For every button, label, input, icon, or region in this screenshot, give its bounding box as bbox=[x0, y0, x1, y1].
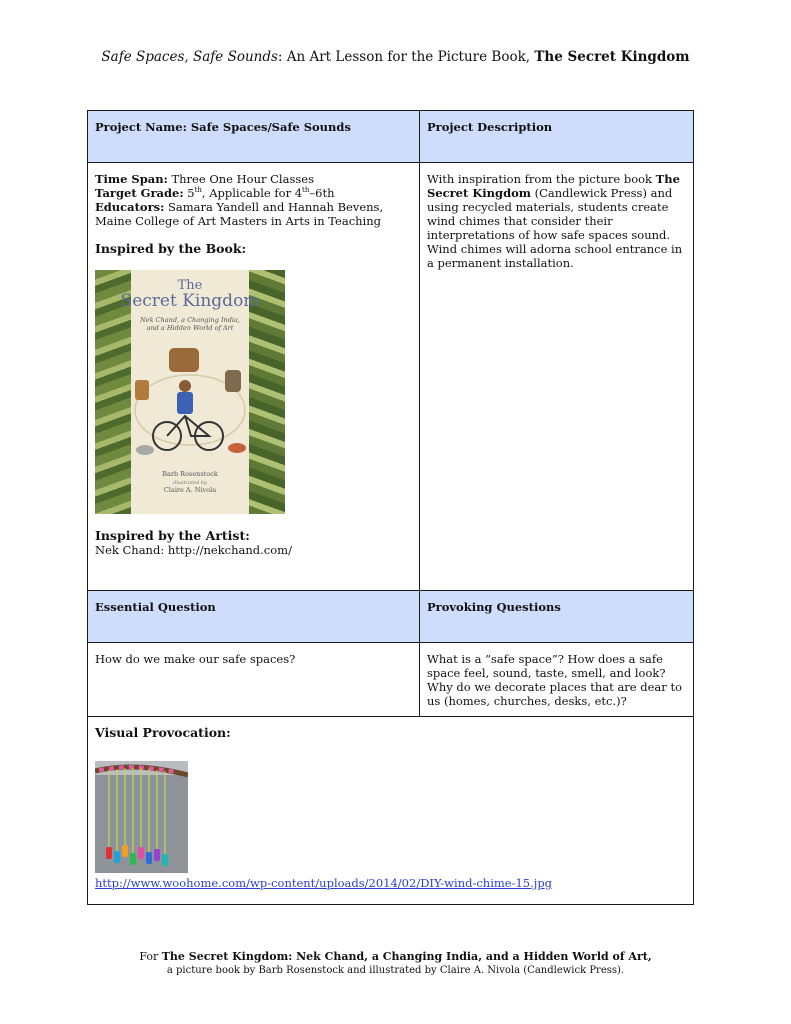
essential-question-header: Essential Question bbox=[88, 591, 420, 643]
project-header-row bbox=[88, 111, 694, 163]
visual-provocation-label: Visual Provocation: bbox=[95, 725, 231, 740]
questions-header-row bbox=[88, 591, 694, 643]
footer-line-2: a picture book by Barb Rosenstock and illustrated by Claire A. Nivola (Candlewick Press). bbox=[166, 965, 625, 976]
wind-chime-illustration bbox=[95, 761, 188, 873]
educators-label: Educators: bbox=[95, 200, 165, 214]
target-grade-label: Target Grade: bbox=[95, 186, 184, 200]
footer-book-title: The Secret Kingdom: Nek Chand, a Changing India, and a Hidden World of Art, bbox=[161, 950, 652, 963]
project-description-header: Project Description bbox=[420, 111, 694, 163]
footer-prefix: For bbox=[139, 950, 162, 963]
inspired-artist-label: Inspired by the Artist: bbox=[95, 528, 250, 543]
cover-author: Barb Rosenstock bbox=[162, 470, 218, 478]
provoking-questions-cell: What is a “safe space”? How does a safe space feel, sound, taste, smell, and look? Why do we decorate places that are dear to us (homes, churches, desks, etc.)? bbox=[420, 643, 694, 717]
footer-line-1 bbox=[0, 950, 791, 963]
wind-chime-image-link[interactable]: http://www.woohome.com/wp-content/uploads/2014/02/DIY-wind-chime-15.jpg bbox=[95, 876, 553, 890]
page-title bbox=[0, 49, 791, 65]
cover-illustrated-by: illustrated by bbox=[173, 480, 207, 486]
wind-chime-photo bbox=[95, 761, 188, 873]
cover-title-the: The bbox=[177, 278, 203, 293]
description-part2: (Candlewick Press) and using recycled materials, students create wind chimes that consider their interpretations of how safe spaces sound. Wind chimes will adorna school entrance in a permanent installation. bbox=[427, 186, 683, 270]
target-grade-sup: th bbox=[194, 186, 202, 195]
title-book-name: The Secret Kingdom bbox=[534, 49, 690, 65]
inspired-book-label: Inspired by the Book: bbox=[95, 241, 247, 256]
educators-line bbox=[95, 200, 412, 228]
inspired-artist-value: Nek Chand: http://nekchand.com/ bbox=[95, 543, 292, 557]
target-grade-line bbox=[95, 186, 412, 200]
target-grade-rest: , Applicable for 4 bbox=[201, 186, 303, 200]
visual-provocation-cell bbox=[88, 717, 694, 905]
educators-value: Samara Yandell and Hannah Bevens, Maine College of Art Masters in Arts in Teaching bbox=[95, 200, 384, 228]
title-lesson-name: Safe Spaces, Safe Sounds bbox=[101, 49, 278, 65]
cover-illustrator: Claire A. Nivola bbox=[163, 486, 217, 494]
title-middle: : An Art Lesson for the Picture Book, bbox=[277, 49, 535, 65]
time-span-label: Time Span: bbox=[95, 172, 168, 186]
questions-body-row bbox=[88, 643, 694, 717]
time-span-line bbox=[95, 172, 412, 186]
essential-question-cell: How do we make our safe spaces? bbox=[88, 643, 420, 717]
cover-title-main: Secret Kingdom bbox=[120, 291, 260, 311]
time-span-value: Three One Hour Classes bbox=[167, 172, 314, 186]
description-part1: With inspiration from the picture book bbox=[427, 172, 656, 186]
project-body-row bbox=[88, 163, 694, 591]
project-details-cell bbox=[88, 163, 420, 591]
target-grade-end: –6th bbox=[309, 186, 335, 200]
provoking-questions-header: Provoking Questions bbox=[420, 591, 694, 643]
cover-bicycle-illustration bbox=[125, 340, 255, 460]
description-book-title: The Secret Kingdom bbox=[427, 172, 680, 200]
lesson-table bbox=[87, 110, 694, 905]
cover-subtitle: Nek Chand, a Changing India, and a Hidden World of Art bbox=[140, 316, 240, 332]
project-description-cell bbox=[420, 163, 694, 591]
book-cover-image bbox=[95, 270, 285, 514]
project-name-header: Project Name: Safe Spaces/Safe Sounds bbox=[88, 111, 420, 163]
target-grade-sup2: th bbox=[302, 186, 310, 195]
target-grade-num: 5 bbox=[183, 186, 195, 200]
visual-row bbox=[88, 717, 694, 905]
